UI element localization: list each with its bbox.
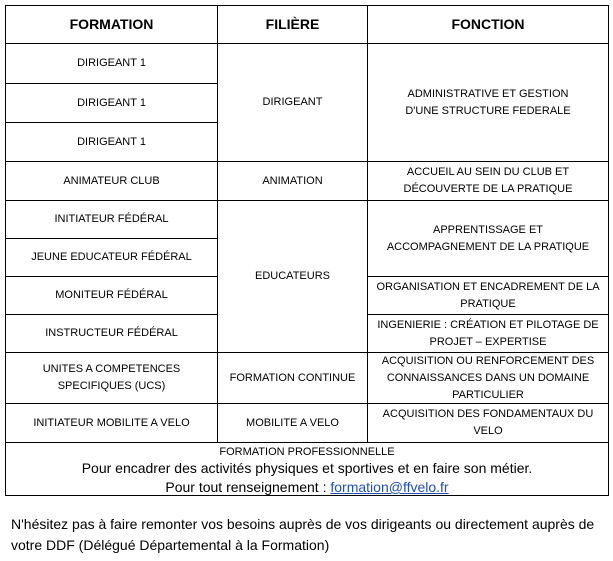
filiere-dirigeant: DIRIGEANT bbox=[217, 43, 367, 161]
filiere-formation-continue: FORMATION CONTINUE bbox=[217, 352, 367, 403]
footer-title: FORMATION PROFESSIONNELLE bbox=[219, 446, 395, 458]
bottom-note: N'hésitez pas à faire remonter vos besoins auprès de vos dirigeants ou directement auprès de votre DDF (Délégué Départemental à la Formation) bbox=[11, 516, 595, 553]
fonction-apprentissage: APPRENTISSAGE ET ACCOMPAGNEMENT DE LA PRATIQUE bbox=[367, 200, 608, 276]
formation-instructeur-federal: INSTRUCTEUR FÉDÉRAL bbox=[6, 314, 217, 352]
fonction-organisation: ORGANISATION ET ENCADREMENT DE LA PRATIQUE bbox=[367, 276, 608, 314]
header-filiere: FILIÈRE bbox=[217, 6, 367, 43]
footer-formation-professionnelle bbox=[6, 442, 608, 495]
formation-dirigeant-1: DIRIGEANT 1 bbox=[6, 83, 217, 122]
formation-dirigeant-1: DIRIGEANT 1 bbox=[6, 122, 217, 161]
fonction-accueil: ACCUEIL AU SEIN DU CLUB ET DÉCOUVERTE DE LA PRATIQUE bbox=[367, 161, 608, 200]
formation-moniteur-federal: MONITEUR FÉDÉRAL bbox=[6, 276, 217, 314]
formation-ucs: UNITES A COMPETENCES SPECIFIQUES (UCS) bbox=[6, 352, 217, 403]
formation-animateur-club: ANIMATEUR CLUB bbox=[6, 161, 217, 200]
contact-label: Pour tout renseignement : bbox=[165, 479, 331, 495]
formation-initiateur-mobilite: INITIATEUR MOBILITE A VELO bbox=[6, 403, 217, 442]
formation-jeune-educateur: JEUNE EDUCATEUR FÉDÉRAL bbox=[6, 238, 217, 276]
footer-description: Pour encadrer des activités physiques et sportives et en faire son métier. bbox=[81, 460, 533, 476]
formation-table bbox=[5, 5, 609, 496]
header-fonction: FONCTION bbox=[367, 6, 608, 43]
footer-contact bbox=[6, 478, 608, 497]
filiere-mobilite: MOBILITE A VELO bbox=[217, 403, 367, 442]
fonction-acquisition-renforcement: ACQUISITION OU RENFORCEMENT DES CONNAISSANCES DANS UN DOMAINE PARTICULIER bbox=[367, 352, 608, 403]
fonction-acquisition-fondamentaux: ACQUISITION DES FONDAMENTAUX DU VELO bbox=[367, 403, 608, 442]
email-link[interactable]: formation@ffvelo.fr bbox=[330, 479, 449, 495]
filiere-animation: ANIMATION bbox=[217, 161, 367, 200]
fonction-ingenierie: INGENIERIE : CRÉATION ET PILOTAGE DE PROJET – EXPERTISE bbox=[367, 314, 608, 352]
fonction-administrative: ADMINISTRATIVE ET GESTION D'UNE STRUCTURE FEDERALE bbox=[367, 43, 608, 161]
formation-initiateur-federal: INITIATEUR FÉDÉRAL bbox=[6, 200, 217, 238]
formation-dirigeant-1: DIRIGEANT 1 bbox=[6, 43, 217, 83]
header-formation: FORMATION bbox=[69, 16, 154, 32]
filiere-educateurs: EDUCATEURS bbox=[217, 200, 367, 352]
